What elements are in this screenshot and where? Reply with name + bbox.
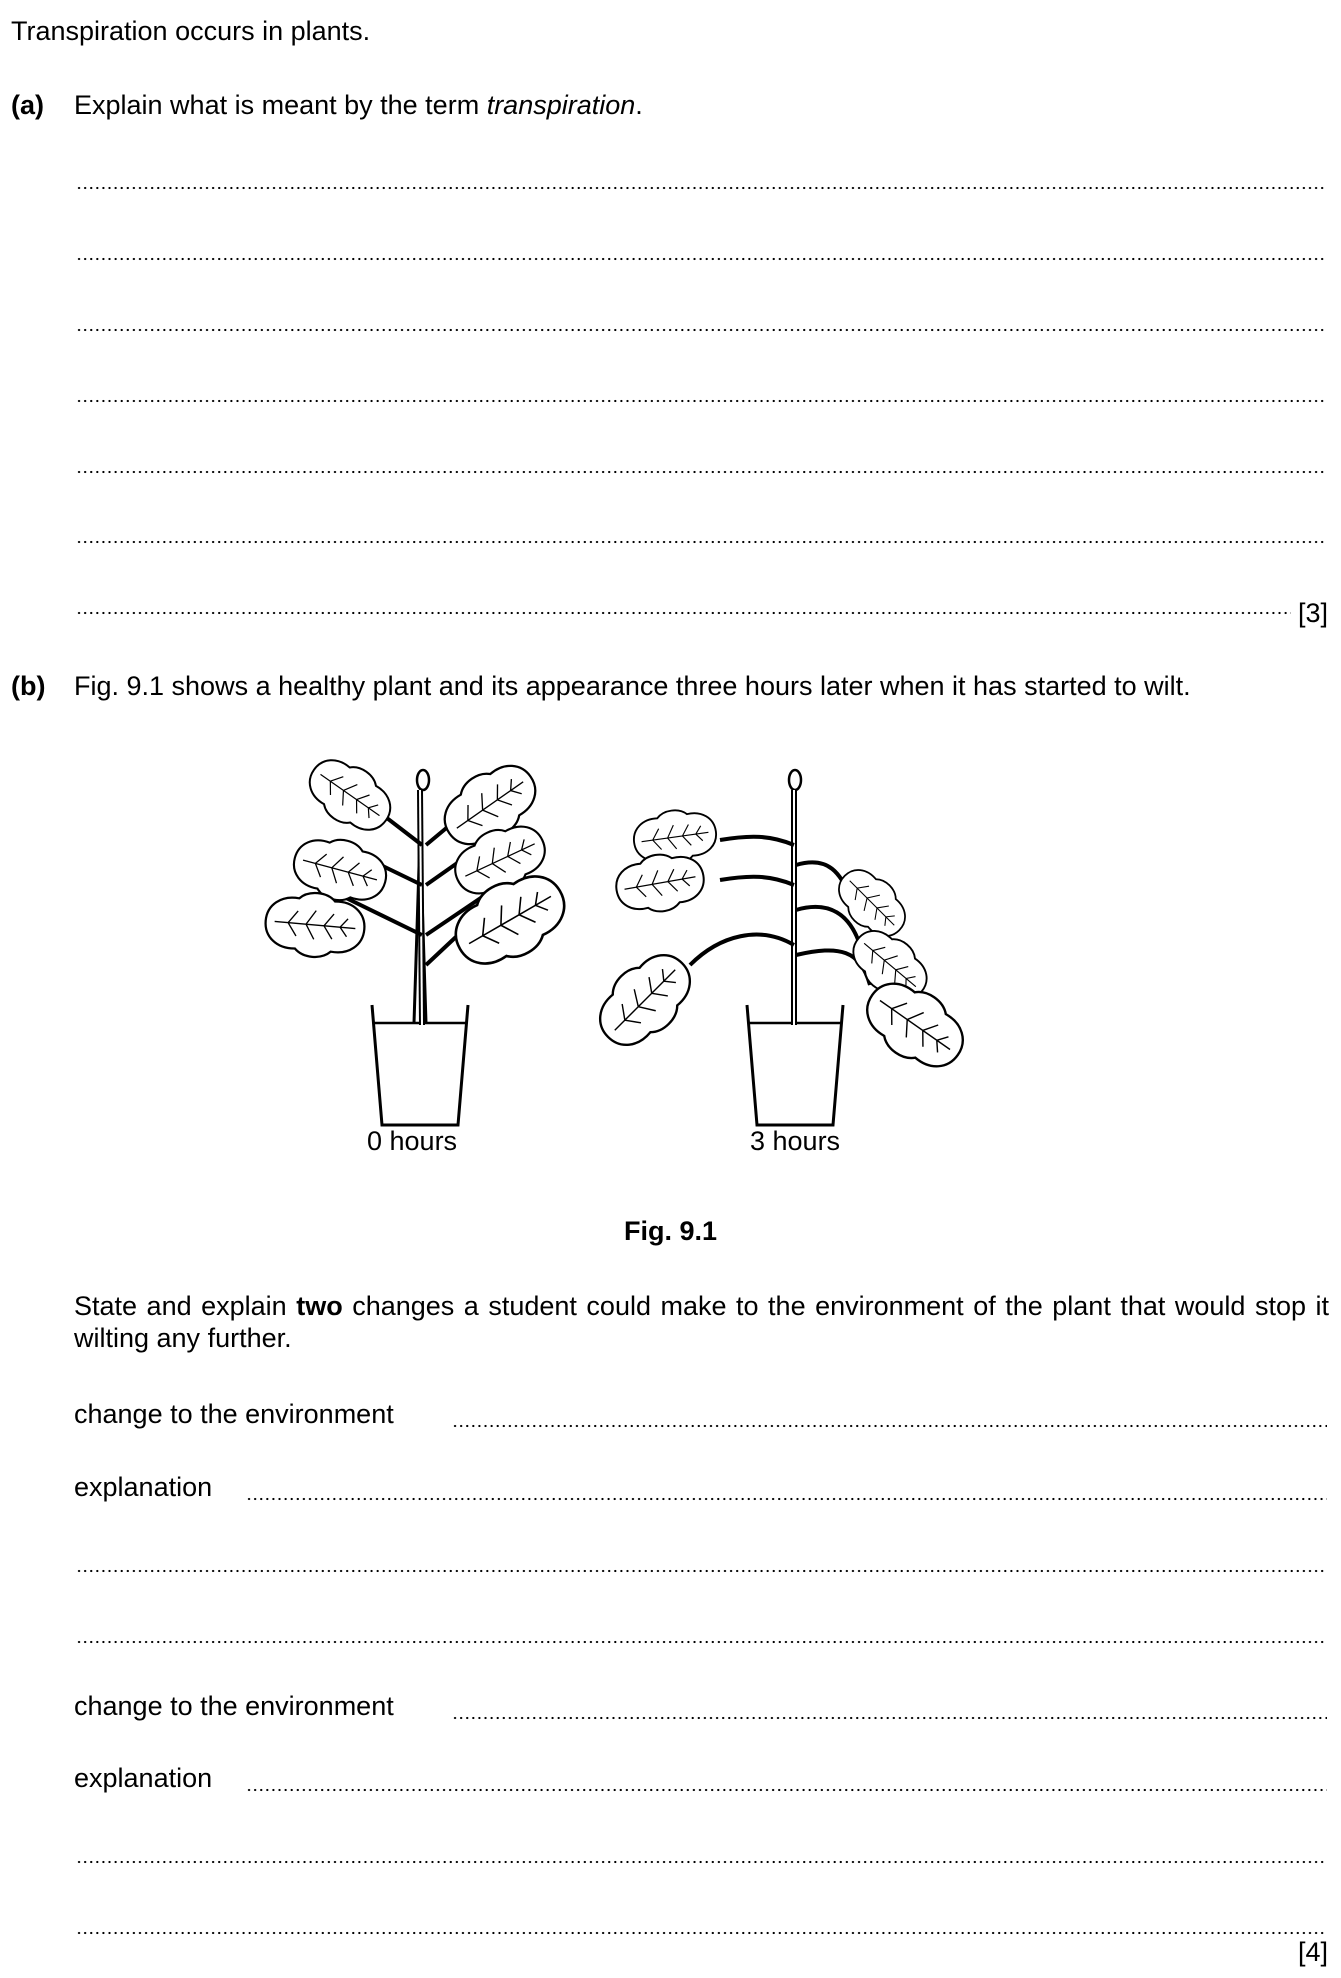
part-b-label: (b) (11, 671, 46, 701)
answer-line[interactable] (76, 1618, 1327, 1644)
answer-line[interactable] (76, 448, 1327, 474)
part-a-question-suffix: . (635, 90, 643, 120)
figure-label-left: 0 hours (367, 1126, 458, 1156)
instruction-suffix: changes a student could make to the environment of the plant that would stop it wilting any further. (74, 1291, 1329, 1353)
instruction-prefix: State and explain (74, 1291, 297, 1321)
answer-line[interactable] (76, 589, 1291, 615)
explanation-label-1: explanation (74, 1472, 213, 1502)
part-b-marks: [4] (1297, 1937, 1328, 1967)
answer-line[interactable] (452, 1402, 1327, 1428)
answer-line[interactable] (452, 1694, 1327, 1720)
change-label-1: change to the environment (74, 1399, 394, 1429)
part-a-question-prefix: Explain what is meant by the term (74, 90, 487, 120)
answer-line[interactable] (76, 1909, 1327, 1935)
change-label-2: change to the environment (74, 1691, 394, 1721)
part-a-label: (a) (11, 90, 44, 120)
intro-text: Transpiration occurs in plants. (11, 16, 371, 46)
answer-line[interactable] (76, 306, 1327, 332)
answer-line[interactable] (76, 164, 1327, 190)
answer-line[interactable] (76, 518, 1327, 544)
part-a-question-term: transpiration (486, 90, 636, 120)
part-a-marks: [3] (1297, 598, 1328, 628)
answer-line[interactable] (76, 1547, 1327, 1573)
answer-line[interactable] (76, 235, 1327, 261)
instruction-bold: two (296, 1291, 343, 1321)
part-b-question: Fig. 9.1 shows a healthy plant and its appearance three hours later when it has started to wilt. (74, 671, 1191, 701)
figure-label-right: 3 hours (750, 1126, 841, 1156)
part-b-instruction (74, 1290, 1329, 1354)
answer-line[interactable] (246, 1766, 1327, 1792)
healthy-plant (263, 746, 579, 1125)
wilted-plant (584, 770, 977, 1125)
explanation-label-2: explanation (74, 1763, 213, 1793)
wilting-plant-figure (250, 735, 1010, 1165)
part-a-question (74, 89, 643, 121)
answer-line[interactable] (246, 1475, 1327, 1501)
answer-line[interactable] (76, 1838, 1327, 1864)
figure-caption: Fig. 9.1 (623, 1216, 718, 1246)
answer-line[interactable] (76, 377, 1327, 403)
